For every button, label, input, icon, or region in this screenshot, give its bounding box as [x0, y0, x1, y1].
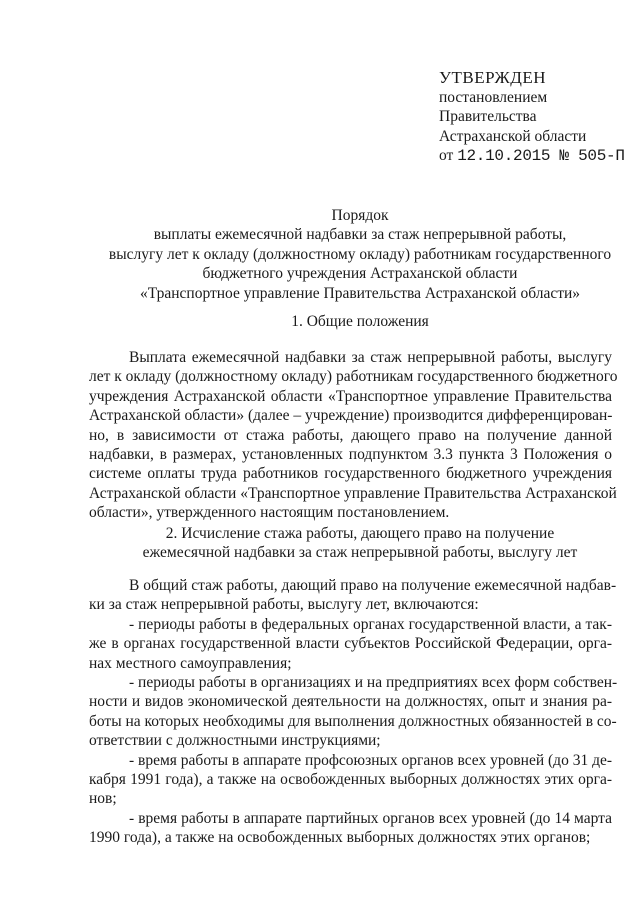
title-line: «Транспортное управление Правительства Астраханской области»	[139, 284, 581, 302]
paragraph-line: Выплата ежемесячной надбавки за стаж непрерывной работы, выслугу	[129, 349, 612, 366]
title-line: выслугу лет к окладу (должностному окладу) работникам государственного	[108, 245, 612, 263]
approval-line: постановлением	[439, 88, 548, 106]
approval-heading: УТВЕРЖДЕН	[439, 68, 546, 87]
approval-line: Правительства	[439, 108, 537, 125]
paragraph-line: надбавки, в размерах, установленных подпунктом 3.3 пункта 3 Положения о	[89, 446, 612, 464]
approval-date-prefix: от	[439, 147, 454, 164]
title-line: бюджетного учреждения Астраханской области	[202, 265, 518, 283]
list-item-line: нов;	[89, 790, 117, 808]
document-title	[60, 206, 640, 303]
approval-block	[439, 68, 625, 167]
list-item-line: - время работы в аппарате партийных органов всех уровней (до 14 марта	[129, 809, 612, 827]
approval-line: Астраханской области	[439, 127, 587, 145]
list-item-line: - периоды работы в организациях и на предприятиях всех форм собствен-	[129, 674, 618, 692]
section-2-heading-line: 2. Исчисление стажа работы, дающего право на получение	[165, 525, 555, 542]
list-item-line: нах местного самоуправления;	[89, 654, 292, 672]
section-2-body	[89, 576, 618, 848]
list-item-line: ности и видов экономической деятельности на должностях, опыт и знания ра-	[89, 693, 612, 711]
paragraph-line: Астраханской области «Транспортное управление Правительства Астраханской	[89, 484, 617, 502]
approval-date-line	[439, 146, 625, 167]
list-item-line: же в органах государственной власти субъектов Российской Федерации, орга-	[89, 635, 612, 653]
paragraph-line: Астраханской области» (далее – учреждение) производится дифференцирован-	[89, 407, 613, 425]
section-2-heading-line: ежемесячной надбавки за стаж непрерывной работы, выслугу лет	[142, 544, 578, 562]
title-line: Порядок	[331, 207, 389, 224]
paragraph-line: учреждения Астраханской области «Транспортное управление Правительства	[89, 387, 612, 405]
list-item-line: 1990 года), а также на освобожденных выборных должностях этих органов;	[89, 829, 591, 847]
paragraph-line: В общий стаж работы, дающий право на получение ежемесячной надбав-	[129, 577, 617, 594]
list-item-line: ответствии с должностными инструкциями;	[89, 732, 381, 750]
list-item-line: боты на которых необходимы для выполнения должностных обязанностей в со-	[89, 712, 617, 730]
paragraph-line: системе оплаты труда работников государственного бюджетного учреждения	[89, 465, 612, 483]
approval-date-stamp: 12.10.2015 № 505-П	[457, 147, 625, 165]
title-line: выплаты ежемесячной надбавки за стаж непрерывной работы,	[153, 226, 567, 244]
list-item-line: - время работы в аппарате профсоюзных органов всех уровней (до 31 де-	[129, 751, 612, 769]
list-item-line: кабря 1991 года), а также на освобожденных выборных должностях этих орга-	[89, 771, 612, 789]
paragraph-line: ки за стаж непрерывной работы, выслугу лет, включаются:	[89, 596, 479, 614]
paragraph-line: лет к окладу (должностному окладу) работникам государственного бюджетного	[89, 368, 618, 386]
list-item-line: - периоды работы в федеральных органах государственной власти, а так-	[129, 615, 612, 633]
paragraph-line: но, в зависимости от стажа работы, дающего право на получение данной	[89, 426, 612, 444]
paragraph-line: области», утвержденного настоящим постановлением.	[89, 504, 450, 522]
section-1-heading: 1. Общие положения	[291, 313, 429, 330]
section-1-paragraph	[89, 348, 618, 523]
section-2-heading	[60, 524, 640, 563]
